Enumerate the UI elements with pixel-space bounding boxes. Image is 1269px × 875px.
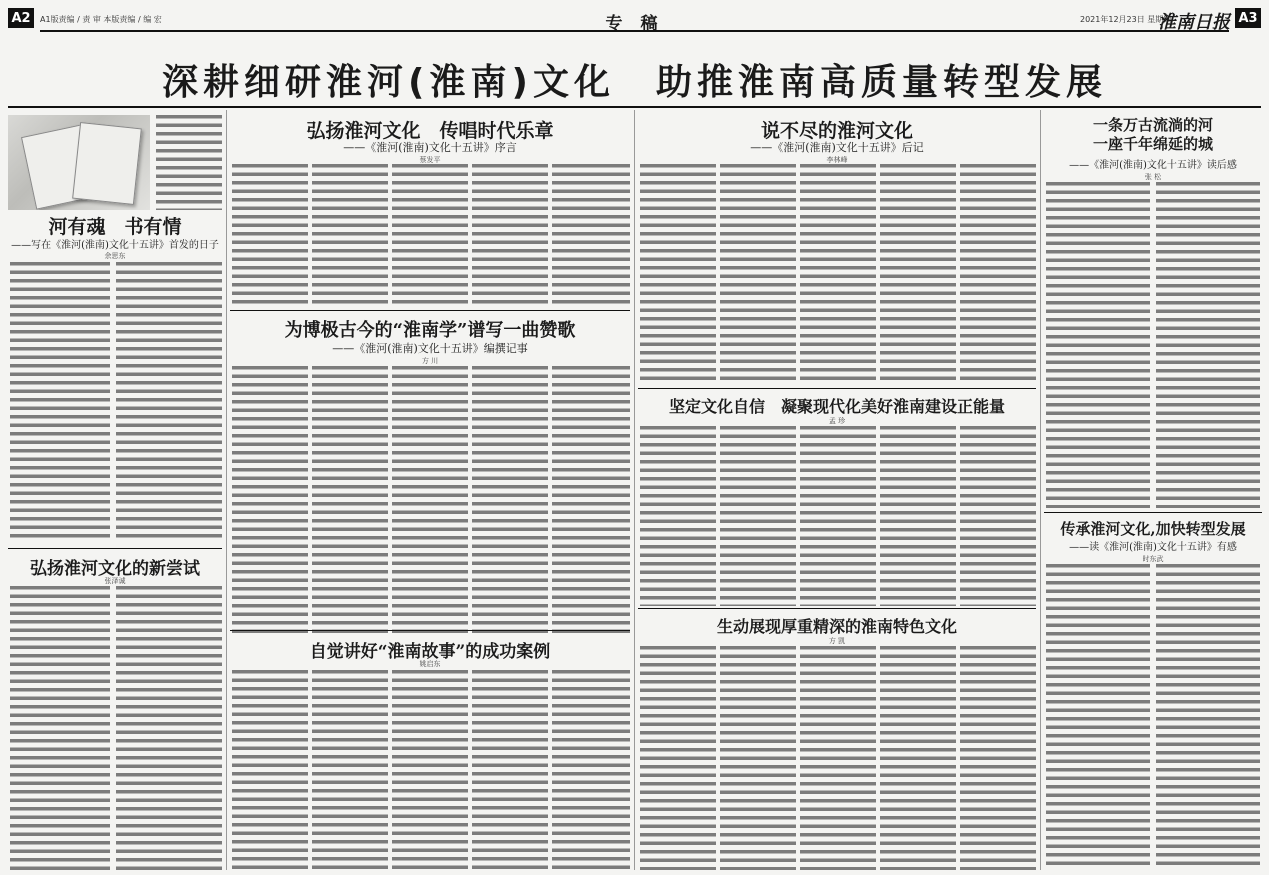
article-text — [116, 262, 222, 542]
article-subtitle: ——读《淮河(淮南)文化十五讲》有感 — [1069, 542, 1237, 553]
article-text — [640, 646, 716, 870]
page-number-left: A2 — [8, 8, 34, 28]
article-text — [232, 366, 308, 636]
section-rule — [230, 630, 630, 631]
article-text — [1046, 182, 1150, 508]
article-title: 传承淮河文化,加快转型发展 — [1060, 520, 1246, 538]
section-rule — [638, 608, 1036, 609]
article-title: 坚定文化自信 凝聚现代化美好淮南建设正能量 — [668, 397, 1005, 416]
article-text — [800, 426, 876, 606]
article-subtitle: ——写在《淮河(淮南)文化十五讲》首发的日子 — [11, 240, 219, 251]
book-photo — [8, 115, 150, 210]
section-rule — [638, 388, 1036, 389]
article-text — [552, 670, 630, 870]
masthead: 淮南日报 — [1158, 12, 1230, 33]
article-author: 蔡发平 — [419, 156, 441, 164]
article-title: 一条万古流淌的河 一座千年绵延的城 — [1092, 116, 1213, 153]
article-subtitle: ——《淮河(淮南)文化十五讲》后记 — [750, 141, 924, 154]
article-author: 余思东 — [104, 252, 126, 260]
article-title: 河有魂 书有情 — [48, 216, 182, 238]
article-text — [720, 164, 796, 382]
article-text — [472, 670, 548, 870]
header-rule — [40, 30, 1229, 32]
article-text — [312, 164, 388, 304]
article-text — [312, 670, 388, 870]
article-text — [1156, 182, 1260, 508]
article-text — [392, 670, 468, 870]
article-text — [10, 262, 110, 542]
issue-date: 2021年12月23日 星期四 — [1080, 15, 1172, 24]
article-text — [392, 366, 468, 636]
article-text — [640, 426, 716, 606]
book-cover — [72, 122, 142, 205]
article-author: 张 松 — [1144, 173, 1162, 181]
article-author: 方 凯 — [828, 637, 846, 645]
article-author: 孟 珍 — [828, 417, 846, 425]
article-author: 李林峰 — [826, 156, 848, 164]
article-text — [720, 646, 796, 870]
column-divider — [634, 110, 635, 870]
column-divider — [226, 110, 227, 870]
article-text — [1046, 564, 1150, 870]
article-text — [552, 366, 630, 636]
article-title: 生动展现厚重精深的淮南特色文化 — [716, 617, 957, 636]
article-text — [800, 164, 876, 382]
article-text — [232, 670, 308, 870]
article-subtitle: ——《淮河(淮南)文化十五讲》编撰记事 — [332, 342, 528, 355]
article-text — [1156, 564, 1260, 870]
article-text — [232, 164, 308, 304]
article-text — [960, 426, 1036, 606]
article-author: 时东武 — [1142, 555, 1164, 563]
article-text — [960, 646, 1036, 870]
article-title: 弘扬淮河文化的新尝试 — [30, 559, 200, 579]
article-author: 姚启东 — [419, 660, 441, 668]
section-rule — [230, 310, 630, 311]
section-rule — [8, 548, 222, 549]
article-title: 弘扬淮河文化 传唱时代乐章 — [306, 120, 554, 142]
article-subtitle: ——《淮河(淮南)文化十五讲》读后感 — [1069, 160, 1237, 171]
section-rule — [1044, 512, 1262, 513]
article-text — [640, 164, 716, 382]
article-text — [552, 164, 630, 304]
article-author: 张泽诚 — [104, 577, 126, 585]
article-text — [156, 115, 222, 210]
article-author: 方 川 — [421, 357, 439, 365]
article-text — [880, 164, 956, 382]
column-divider — [1040, 110, 1041, 870]
article-text — [472, 366, 548, 636]
article-title: 为博极古今的“淮南学”谱写一曲赞歌 — [284, 320, 576, 341]
article-title: 说不尽的淮河文化 — [760, 120, 913, 142]
article-text — [880, 426, 956, 606]
article-title: 自觉讲好“淮南故事”的成功案例 — [309, 642, 551, 662]
editors-line: A1版责编 / 责 审 本版责编 / 编 宏 — [40, 15, 162, 24]
article-subtitle: ——《淮河(淮南)文化十五讲》序言 — [343, 141, 517, 154]
article-text — [312, 366, 388, 636]
headline-rule — [8, 106, 1261, 108]
article-text — [116, 586, 222, 870]
main-headline: 深耕细研淮河(淮南)文化 助推淮南高质量转型发展 — [162, 62, 1107, 103]
section-title: 专 稿 — [605, 14, 664, 34]
article-text — [880, 646, 956, 870]
article-text — [472, 164, 548, 304]
article-text — [392, 164, 468, 304]
article-text — [10, 586, 110, 870]
article-text — [800, 646, 876, 870]
article-text — [720, 426, 796, 606]
page-number-right: A3 — [1235, 8, 1261, 28]
article-text — [960, 164, 1036, 382]
